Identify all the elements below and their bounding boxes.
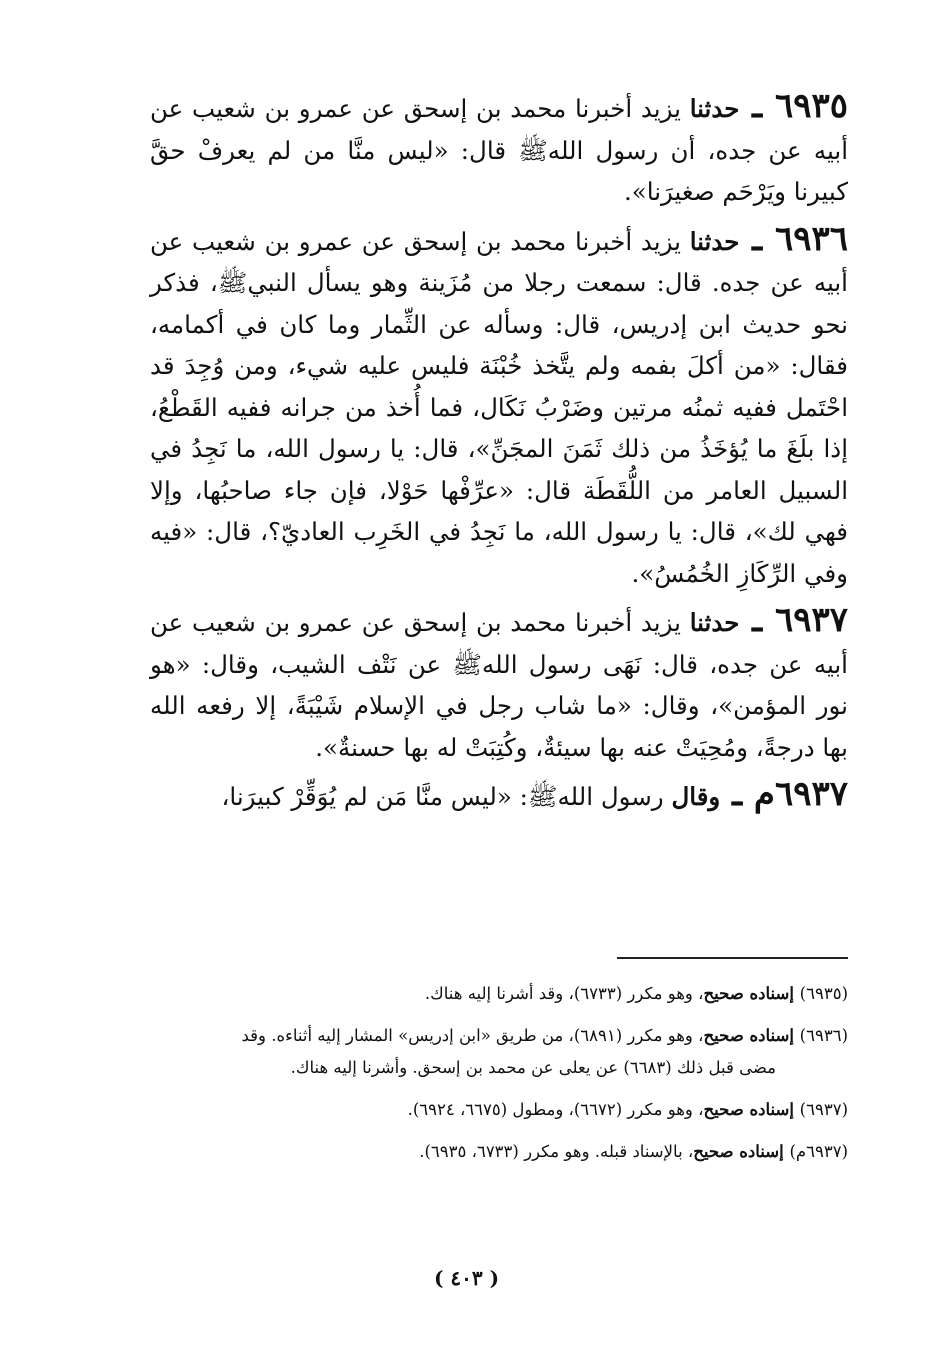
hadith-dash: ـ (739, 86, 775, 126)
footnote-key: إسناده صحيح (703, 1026, 800, 1045)
footnote-text: ، وهو مكرر (٦٧٣٣)، وقد أشرنا إليه هناك. (424, 984, 704, 1003)
hadith-dash: ـ (739, 218, 775, 259)
hadith-text: يزيد أخبرنا محمد بن إسحق عن عمرو بن شعيب عن أبيه عن جده، أن رسول اللهﷺ قال: «ليس منَّا من لم يعرفْ حقَّ كبيرنا ويَرْحَم صغيرَنا». (150, 94, 848, 206)
hadith-number: ٦٩٣٧م (753, 774, 848, 814)
hadith-dash: ـ (720, 774, 754, 814)
hadith-number: ٦٩٣٦ (774, 218, 848, 259)
footnote-6937 (150, 1094, 848, 1126)
footnote-ref: (٦٩٣٧) (799, 1100, 848, 1119)
footnote-key: إسناده صحيح (703, 1100, 800, 1119)
hadith-dash: ـ (739, 600, 775, 640)
hadith-keyword: وقال (671, 782, 721, 811)
footnote-text: ، بالإسناد قبله. وهو مكرر (٦٧٣٣، ٦٩٣٥). (419, 1142, 694, 1161)
hadith-6935 (150, 86, 848, 213)
footnote-6935 (150, 978, 848, 1010)
footnote-6937m (150, 1136, 848, 1168)
footnote-divider (617, 957, 848, 959)
footnote-key: إسناده صحيح (703, 984, 800, 1003)
hadith-keyword: حدثنا (689, 94, 740, 123)
page-number: ( ٤٠٣ ) (433, 1266, 500, 1290)
footnote-continuation: مضى قبل ذلك (٦٦٨٣) عن يعلى عن محمد بن إسحق. وأشرنا إليه هناك. (290, 1058, 776, 1077)
footnote-key: إسناده صحيح (693, 1142, 790, 1161)
hadith-keyword: حدثنا (689, 608, 740, 637)
hadith-keyword: حدثنا (689, 226, 740, 256)
hadith-6937m (150, 774, 848, 818)
footnotes (150, 978, 848, 1178)
hadith-6936 (150, 219, 848, 595)
hadith-6937 (150, 600, 848, 768)
footnote-ref: (٦٩٣٧م) (789, 1142, 848, 1161)
hadith-number: ٦٩٣٥ (774, 86, 848, 126)
main-text (150, 86, 848, 824)
footnote-text: ، وهو مكرر (٦٨٩١)، من طريق «ابن إدريس» المشار إليه أثناءه. وقد (241, 1026, 704, 1045)
footnote-text: ، وهو مكرر (٦٦٧٢)، ومطول (٦٦٧٥، ٦٩٢٤). (407, 1100, 704, 1119)
footnote-ref: (٦٩٣٦) (799, 1026, 848, 1045)
hadith-text: رسول اللهﷺ: «ليس منَّا مَن لم يُوَقِّرْ كبيرَنا، (221, 782, 672, 811)
footnote-ref: (٦٩٣٥) (799, 984, 848, 1003)
footnote-6936 (150, 1020, 848, 1084)
hadith-text: يزيد أخبرنا محمد بن إسحق عن عمرو بن شعيب عن أبيه عن جده، قال: نَهَى رسول اللهﷺ عن نَتْف الشيب، وقال: «هو نور المؤمن»، وقال: «ما شاب رجل في الإسلام شَيْبَةً، إلا رفعه الله بها درجةً، ومُحِيَتْ عنه بها سيئةٌ، وكُتِبَتْ له بها حسنةٌ». (150, 608, 848, 762)
hadith-text: يزيد أخبرنا محمد بن إسحق عن عمرو بن شعيب عن أبيه عن جده. قال: سمعت رجلا من مُزَينة وهو يسأل النبيﷺ، فذكر نحو حديث ابن إدريس، قال: وسأله عن الثِّمار وما كان في أكمامه، فقال: «من أكلَ بفمه ولم يتَّخذ خُبْنَة فليس عليه شيء، ومن وُجِدَ قد احْتَمل ففيه ثمنُه مرتين وضَرْبُ نَكَال، فما أُخذ من جرانه ففيه القَطْعُ، إذا بلَغَ ما يُؤخَذُ من ذلك ثَمَنَ المجَنِّ»، قال: يا رسول الله، ما نَجِدُ في السبيل العامر من اللُّقَطَة قال: «عرِّفْها حَوْلا، فإن جاء صاحبُها، وإلا فهي لك»، قال: يا رسول الله، ما نَجِدُ في الخَرِب العاديّ؟، قال: «فيه وفي الرِّكَازِ الخُمُسُ». (150, 226, 848, 588)
hadith-number: ٦٩٣٧ (774, 600, 848, 640)
